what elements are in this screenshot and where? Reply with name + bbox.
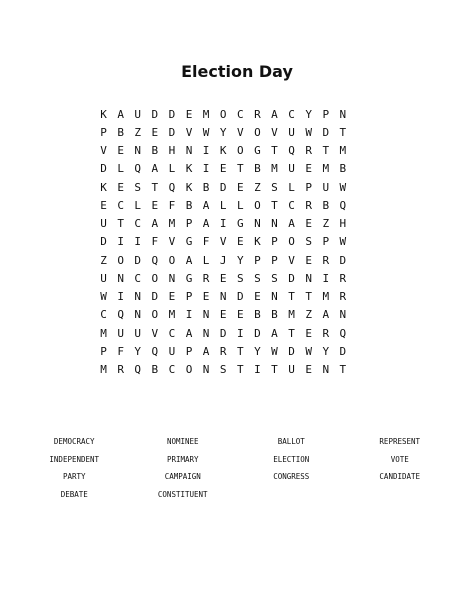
- grid-letter: V: [271, 125, 278, 139]
- grid-letter: M: [168, 308, 176, 322]
- grid-letter: Q: [339, 326, 347, 340]
- grid-letter: O: [254, 125, 261, 139]
- grid-letter: P: [100, 344, 107, 358]
- grid-row: [95, 142, 351, 160]
- grid-letter: K: [100, 180, 107, 194]
- grid-letter: S: [305, 235, 312, 249]
- word-list-item: VOTE: [390, 454, 409, 464]
- grid-letter: M: [322, 162, 330, 176]
- grid-letter: V: [219, 235, 227, 249]
- grid-letter: N: [185, 144, 193, 158]
- grid-letter: A: [271, 107, 278, 121]
- grid-letter: I: [236, 326, 244, 340]
- grid-letter: A: [202, 217, 210, 231]
- word-list-item: INDEPENDENT: [49, 454, 100, 464]
- grid-letter: Y: [322, 344, 330, 358]
- grid-row: [95, 288, 351, 306]
- grid-letter: P: [100, 125, 107, 139]
- grid-letter: G: [185, 235, 193, 249]
- grid-letter: U: [134, 326, 142, 340]
- grid-letter: D: [134, 253, 142, 267]
- grid-letter: E: [305, 217, 312, 231]
- grid-letter: S: [254, 271, 261, 285]
- grid-letter: U: [168, 344, 176, 358]
- grid-letter: A: [271, 326, 278, 340]
- grid-letter: T: [305, 290, 312, 304]
- grid-letter: M: [322, 290, 330, 304]
- grid-letter: E: [219, 162, 227, 176]
- grid-letter: B: [185, 198, 193, 212]
- grid-letter: M: [202, 107, 210, 121]
- word-list-item: DEBATE: [60, 489, 88, 499]
- grid-letter: V: [151, 326, 159, 340]
- grid-letter: Q: [339, 198, 347, 212]
- grid-letter: O: [117, 253, 124, 267]
- grid-letter: Z: [134, 125, 142, 139]
- word-search-grid: [95, 105, 351, 379]
- page-title: Election Day: [181, 62, 293, 81]
- grid-letter: N: [202, 363, 210, 377]
- grid-row: [95, 361, 351, 379]
- grid-letter: E: [117, 180, 124, 194]
- word-list-item: NOMINEE: [166, 437, 199, 446]
- grid-letter: N: [117, 271, 124, 285]
- grid-letter: G: [236, 217, 244, 231]
- grid-letter: C: [100, 308, 107, 322]
- grid-letter: D: [288, 271, 295, 285]
- grid-row: [95, 269, 351, 287]
- grid-letter: U: [288, 125, 295, 139]
- grid-letter: H: [168, 144, 176, 158]
- grid-letter: D: [100, 235, 107, 249]
- grid-letter: P: [254, 253, 261, 267]
- grid-letter: T: [288, 290, 295, 304]
- grid-letter: T: [117, 217, 124, 231]
- grid-letter: N: [219, 290, 227, 304]
- grid-letter: N: [339, 308, 347, 322]
- grid-letter: R: [219, 344, 227, 358]
- grid-letter: R: [202, 271, 210, 285]
- grid-letter: A: [185, 253, 193, 267]
- grid-letter: P: [322, 235, 330, 249]
- grid-letter: C: [236, 107, 244, 121]
- grid-row: [95, 342, 351, 360]
- grid-letter: P: [305, 180, 312, 194]
- grid-letter: T: [271, 198, 278, 212]
- grid-letter: Q: [134, 363, 142, 377]
- grid-letter: U: [288, 363, 295, 377]
- grid-row: [95, 123, 351, 141]
- grid-letter: D: [219, 326, 227, 340]
- grid-letter: L: [168, 162, 176, 176]
- grid-row: [95, 251, 351, 269]
- grid-letter: K: [185, 180, 193, 194]
- grid-letter: U: [322, 180, 330, 194]
- grid-row: [95, 160, 351, 178]
- word-list-item: PRIMARY: [166, 454, 199, 464]
- grid-letter: D: [288, 344, 295, 358]
- grid-letter: N: [305, 271, 312, 285]
- grid-letter: T: [271, 144, 278, 158]
- grid-letter: V: [288, 253, 295, 267]
- grid-letter: P: [185, 217, 193, 231]
- grid-letter: Q: [151, 253, 159, 267]
- grid-letter: R: [305, 144, 312, 158]
- grid-letter: G: [254, 144, 261, 158]
- grid-letter: I: [219, 217, 227, 231]
- grid-letter: I: [185, 308, 193, 322]
- grid-letter: E: [219, 271, 227, 285]
- grid-letter: M: [288, 308, 295, 322]
- grid-letter: R: [254, 107, 261, 121]
- grid-letter: N: [322, 363, 330, 377]
- grid-letter: Q: [151, 344, 159, 358]
- grid-row: [95, 196, 351, 214]
- grid-letter: O: [236, 144, 244, 158]
- grid-letter: E: [305, 253, 312, 267]
- grid-letter: P: [271, 235, 278, 249]
- grid-letter: R: [339, 290, 347, 304]
- grid-letter: B: [254, 162, 261, 176]
- grid-letter: C: [168, 363, 176, 377]
- grid-letter: D: [219, 180, 227, 194]
- grid-letter: N: [202, 326, 210, 340]
- grid-letter: Q: [134, 162, 142, 176]
- grid-letter: F: [117, 344, 124, 358]
- grid-letter: U: [134, 107, 142, 121]
- grid-letter: B: [202, 180, 210, 194]
- grid-letter: A: [151, 217, 159, 231]
- word-list-item: CANDIDATE: [379, 472, 421, 481]
- grid-letter: G: [185, 271, 193, 285]
- grid-letter: E: [305, 363, 312, 377]
- grid-letter: D: [339, 344, 347, 358]
- grid-letter: W: [100, 290, 107, 304]
- grid-letter: D: [236, 290, 244, 304]
- grid-letter: Q: [288, 144, 295, 158]
- grid-letter: W: [271, 344, 278, 358]
- grid-row: [95, 306, 351, 324]
- grid-letter: O: [219, 107, 227, 121]
- grid-letter: D: [151, 290, 159, 304]
- grid-letter: D: [168, 107, 176, 121]
- grid-letter: M: [100, 326, 107, 340]
- grid-letter: N: [339, 107, 347, 121]
- word-list-item: CAMPAIGN: [164, 472, 201, 481]
- grid-letter: B: [254, 308, 261, 322]
- grid-letter: J: [219, 253, 227, 267]
- grid-letter: W: [339, 180, 347, 194]
- grid-letter: K: [219, 144, 227, 158]
- grid-letter: I: [254, 363, 261, 377]
- grid-letter: M: [271, 162, 278, 176]
- grid-letter: P: [185, 290, 193, 304]
- grid-letter: E: [219, 308, 227, 322]
- grid-letter: E: [305, 326, 312, 340]
- grid-letter: S: [271, 180, 278, 194]
- grid-letter: Y: [236, 253, 244, 267]
- grid-row: [95, 233, 351, 251]
- grid-letter: Z: [322, 217, 330, 231]
- grid-row: [95, 105, 351, 123]
- word-list-item: REPRESENT: [379, 437, 421, 446]
- grid-letter: V: [168, 235, 176, 249]
- grid-letter: U: [100, 217, 107, 231]
- grid-letter: M: [100, 363, 107, 377]
- grid-letter: E: [236, 235, 244, 249]
- grid-letter: E: [185, 107, 193, 121]
- grid-letter: B: [339, 162, 347, 176]
- grid-letter: E: [254, 290, 261, 304]
- grid-letter: N: [202, 308, 210, 322]
- grid-letter: A: [151, 162, 159, 176]
- grid-letter: Y: [219, 125, 227, 139]
- grid-letter: N: [254, 217, 261, 231]
- grid-letter: N: [134, 144, 142, 158]
- grid-letter: F: [151, 235, 159, 249]
- grid-letter: T: [236, 363, 244, 377]
- grid-letter: I: [117, 235, 124, 249]
- grid-letter: U: [100, 271, 107, 285]
- grid-letter: I: [202, 162, 210, 176]
- grid-letter: S: [219, 363, 227, 377]
- grid-letter: R: [322, 326, 330, 340]
- grid-letter: I: [134, 235, 142, 249]
- grid-letter: O: [254, 198, 261, 212]
- grid-letter: M: [339, 144, 347, 158]
- grid-letter: A: [202, 344, 210, 358]
- grid-letter: Y: [254, 344, 261, 358]
- grid-letter: V: [100, 144, 107, 158]
- grid-letter: K: [254, 235, 261, 249]
- grid-letter: L: [236, 198, 244, 212]
- grid-letter: Z: [254, 180, 261, 194]
- grid-letter: C: [117, 198, 124, 212]
- grid-letter: N: [134, 290, 142, 304]
- grid-letter: V: [236, 125, 244, 139]
- word-list: [20, 433, 454, 503]
- word-list-item: CONGRESS: [273, 472, 310, 481]
- grid-letter: P: [271, 253, 278, 267]
- grid-row: [95, 324, 351, 342]
- grid-letter: Q: [168, 180, 176, 194]
- grid-letter: K: [100, 107, 107, 121]
- grid-letter: E: [151, 125, 159, 139]
- grid-letter: S: [236, 271, 244, 285]
- grid-letter: C: [134, 217, 142, 231]
- grid-letter: R: [305, 198, 312, 212]
- grid-letter: E: [202, 290, 210, 304]
- grid-letter: S: [134, 180, 142, 194]
- grid-letter: E: [151, 198, 159, 212]
- word-list-item: BALLOT: [277, 437, 305, 446]
- grid-letter: L: [288, 180, 295, 194]
- grid-letter: U: [288, 162, 295, 176]
- grid-letter: L: [202, 253, 210, 267]
- grid-letter: E: [117, 144, 124, 158]
- grid-letter: V: [185, 125, 193, 139]
- grid-letter: T: [271, 363, 278, 377]
- grid-letter: L: [219, 198, 227, 212]
- grid-letter: B: [151, 363, 159, 377]
- grid-letter: O: [168, 253, 176, 267]
- grid-row: [95, 178, 351, 196]
- grid-letter: E: [305, 162, 312, 176]
- grid-letter: W: [305, 125, 312, 139]
- grid-letter: E: [100, 198, 107, 212]
- grid-letter: S: [271, 271, 278, 285]
- grid-letter: Z: [305, 308, 312, 322]
- grid-letter: R: [339, 271, 347, 285]
- grid-letter: B: [117, 125, 124, 139]
- grid-letter: C: [168, 326, 176, 340]
- word-list-item: CONSTITUENT: [157, 489, 208, 499]
- grid-letter: T: [339, 363, 347, 377]
- grid-letter: C: [288, 107, 295, 121]
- grid-letter: P: [185, 344, 193, 358]
- grid-letter: B: [151, 144, 159, 158]
- grid-letter: I: [202, 144, 210, 158]
- grid-row: [95, 215, 351, 233]
- grid-letter: H: [339, 217, 347, 231]
- grid-letter: E: [236, 180, 244, 194]
- grid-letter: Q: [117, 308, 124, 322]
- grid-letter: E: [168, 290, 176, 304]
- grid-letter: T: [322, 144, 330, 158]
- grid-letter: U: [117, 326, 124, 340]
- grid-letter: F: [168, 198, 176, 212]
- grid-letter: I: [322, 271, 330, 285]
- grid-letter: R: [117, 363, 124, 377]
- word-list-item: DEMOCRACY: [53, 437, 95, 446]
- grid-letter: T: [288, 326, 295, 340]
- grid-letter: D: [254, 326, 261, 340]
- grid-letter: D: [168, 125, 176, 139]
- grid-letter: A: [322, 308, 330, 322]
- grid-letter: R: [322, 253, 330, 267]
- grid-letter: T: [236, 344, 244, 358]
- grid-letter: D: [151, 107, 159, 121]
- grid-letter: T: [339, 125, 347, 139]
- grid-letter: D: [100, 162, 107, 176]
- grid-letter: O: [151, 308, 159, 322]
- grid-letter: T: [151, 180, 159, 194]
- grid-letter: F: [202, 235, 210, 249]
- grid-letter: N: [134, 308, 142, 322]
- grid-letter: W: [339, 235, 347, 249]
- word-list-item: PARTY: [62, 472, 86, 481]
- grid-letter: M: [168, 217, 176, 231]
- grid-letter: K: [185, 162, 193, 176]
- grid-letter: L: [134, 198, 142, 212]
- grid-letter: O: [288, 235, 295, 249]
- grid-letter: N: [271, 290, 278, 304]
- grid-letter: A: [288, 217, 295, 231]
- word-list-item: ELECTION: [273, 454, 310, 464]
- grid-letter: B: [271, 308, 278, 322]
- grid-letter: O: [151, 271, 159, 285]
- grid-letter: C: [288, 198, 295, 212]
- grid-letter: N: [168, 271, 176, 285]
- grid-letter: C: [134, 271, 142, 285]
- grid-letter: I: [117, 290, 124, 304]
- grid-letter: A: [117, 107, 124, 121]
- grid-letter: B: [322, 198, 330, 212]
- grid-letter: W: [202, 125, 210, 139]
- grid-letter: Z: [100, 253, 107, 267]
- grid-letter: A: [185, 326, 193, 340]
- grid-letter: Y: [134, 344, 142, 358]
- grid-letter: P: [322, 107, 330, 121]
- grid-letter: O: [185, 363, 193, 377]
- grid-letter: N: [271, 217, 278, 231]
- grid-letter: E: [236, 308, 244, 322]
- grid-letter: D: [339, 253, 347, 267]
- grid-letter: T: [236, 162, 244, 176]
- grid-letter: Y: [305, 107, 312, 121]
- grid-letter: A: [202, 198, 210, 212]
- grid-letter: W: [305, 344, 312, 358]
- grid-letter: D: [322, 125, 330, 139]
- grid-letter: L: [117, 162, 124, 176]
